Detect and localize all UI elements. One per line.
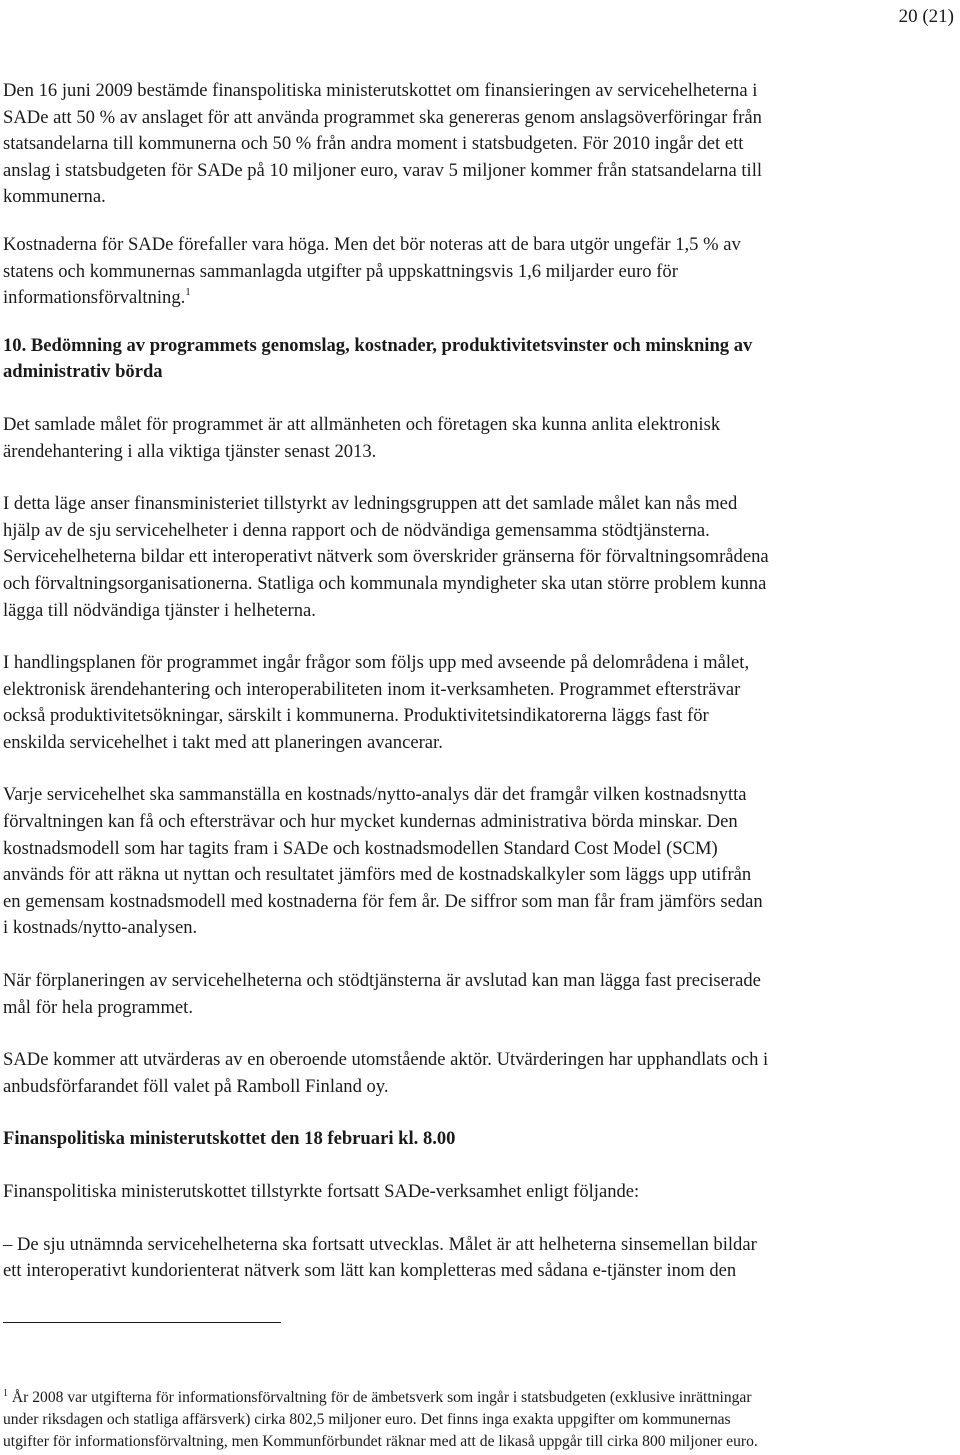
paragraph-costs (3, 232, 960, 312)
paragraph-kostnadsmodell: Varje servicehelhet ska sammanställa en kostnads/nytto-analys där det framgår vilken kostnadsnytta förvaltningen kan få och eftersträvar och hur mycket kundernas administrativa börda minskar. Den kostnadsmodell som har tagits fram i SADe och kostnadsmodellen Standard Cost Model (SCM) används för att räkna ut nyttan och resultatet jämförs med de kostnadskalkyler som läggs upp utifrån en gemensam kostnadsmodell med kostnaderna för fem år. De siffror som man får fram jämförs sedan i kostnads/nytto-analysen. (3, 784, 763, 939)
footnote-reference[interactable]: 1 (185, 286, 191, 299)
paragraph-forplanering: När förplaneringen av servicehelheterna och stödtjänsterna är avslutad kan man lägga fast preciserade mål för hela programmet. (3, 970, 761, 1018)
paragraph-handlingsplan: I handlingsplanen för programmet ingår frågor som följs upp med avseende på delområdena i målet, elektronisk ärendehantering och interoperabiliteten inom it-verksamheten. Programmet eftersträvar också produktivitetsökningar, särskilt i kommunerna. Produktivitetsindikatorerna läggs fast för enskilda servicehelhet i takt med att planeringen avancerar. (3, 652, 750, 753)
footnote-marker: 1 (3, 1388, 8, 1399)
section-heading: 10. Bedömning av programmets genomslag, kostnader, produktivitetsvinster och minskning av administrativ börda (3, 334, 753, 383)
paragraph-servicehelheter: I detta läge anser finansministeriet tillstyrkt av ledningsgruppen att det samlade målet kan nås med hjälp av de sju servicehelheter i denna rapport och de nödvändiga gemensamma stödtjänsterna. Servicehelheterna bildar ett interoperativt nätverk som överskrider gränserna för förvaltningsområdena och förvaltningsorganisationerna. Statliga och kommunala myndigheter ska utan större problem kunna lägga till nödvändiga tjänster i helheterna. (3, 493, 769, 621)
page-number: 20 (21) (898, 6, 954, 27)
paragraph-financing: Den 16 juni 2009 bestämde finanspolitiska ministerutskottet om finansieringen av servicehelheterna i SADe att 50 % av anslaget för att använda programmet ska genereras genom anslagsöverföringar från statsandelarna till kommunerna och 50 % från andra moment i statsbudgeten. För 2010 ingår det ett anslag i statsbudgeten för SADe på 10 miljoner euro, varav 5 miljoner kommer från statsandelarna till kommunerna. (3, 80, 763, 208)
document-body (3, 78, 960, 1285)
footnote-divider (3, 1322, 281, 1323)
paragraph-goal: Det samlade målet för programmet är att allmänheten och företagen ska kunna anlita elektronisk ärendehantering i alla viktiga tjänster senast 2013. (3, 413, 721, 462)
paragraph-costs-text: Kostnaderna för SADe förefaller vara höga. Men det bör noteras att de bara utgör ungefär 1,5 % av statens och kommunernas sammanlagda utgifter på uppskattningsvis 1,6 miljarder euro för informationsförvaltning. (3, 233, 741, 309)
paragraph-servicehelheterna-list: – De sju utnämnda servicehelheterna ska fortsatt utvecklas. Målet är att helheterna sinsemellan bildar ett interoperativt kundorienterat nätverk som lätt kan kompletteras med sådana e-tjänster inom den (3, 1233, 757, 1282)
paragraph-utvardering: SADe kommer att utvärderas av en oberoende utomstående aktör. Utvärderingen har upphandlats och i anbudsförfarandet föll valet på Ramboll Finland oy. (3, 1049, 769, 1097)
paragraph-tillstyrkte: Finanspolitiska ministerutskottet tillstyrkte fortsatt SADe-verksamhet enligt följande: (3, 1181, 640, 1202)
footnote (3, 1387, 960, 1453)
footnote-text: År 2008 var utgifterna för informationsförvaltning för de ämbetsverk som ingår i statsbudgeten (exklusive inrättningar under riksdagen och statliga affärsverk) cirka 802,5 miljoner euro. Det finns inga exakta uppgifter om kommunernas utgifter för informationsförvaltning, men Kommunförbundet räknar med att de likaså uppgår till cirka 800 miljoner euro. (3, 1389, 758, 1450)
meeting-heading: Finanspolitiska ministerutskottet den 18 februari kl. 8.00 (3, 1128, 456, 1150)
